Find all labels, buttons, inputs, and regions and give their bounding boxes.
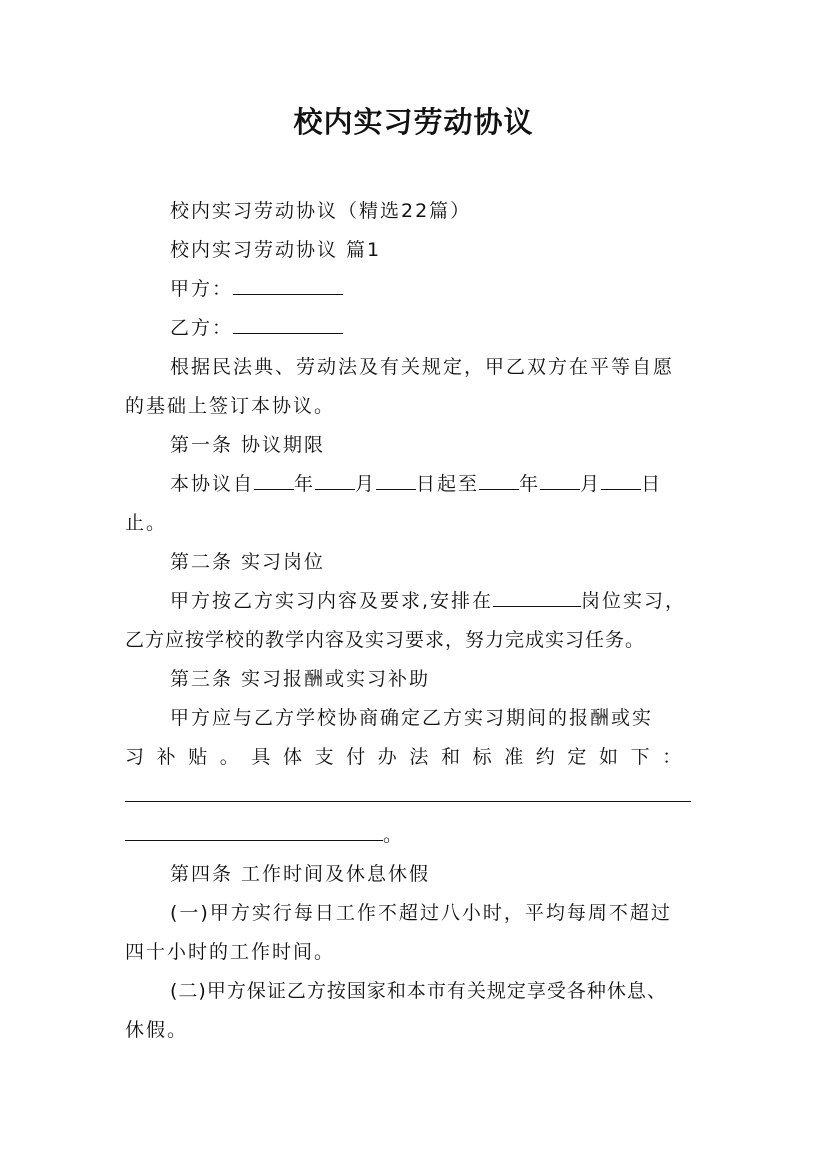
section-heading: 校内实习劳动协议 篇1 xyxy=(170,239,382,261)
intro-paragraph-line2: 的基础上签订本协议。 xyxy=(125,395,336,417)
article4-item1-line1: (一)甲方实行每日工作不超过八小时，平均每周不超过 xyxy=(170,902,672,924)
day-blank-end xyxy=(601,471,641,490)
document-subtitle: 校内实习劳动协议（精选22篇） xyxy=(170,200,472,222)
article1-date-line xyxy=(170,470,725,498)
payment-terms-blank-2 xyxy=(125,822,383,841)
month-label-end: 月 xyxy=(580,473,602,495)
party-a-label: 甲方： xyxy=(170,278,234,300)
article3-blank-line1 xyxy=(125,782,725,810)
party-b-line xyxy=(170,314,725,342)
party-b-blank xyxy=(233,315,343,334)
article2-line2: 乙方应按学校的教学内容及实习要求，努力完成实习任务。 xyxy=(125,629,646,651)
article4-heading: 第四条 工作时间及休息休假 xyxy=(170,863,431,885)
year-label-start: 年 xyxy=(294,473,316,495)
year-label-end: 年 xyxy=(519,473,541,495)
article2-heading: 第二条 实习岗位 xyxy=(170,551,326,573)
post-blank xyxy=(493,588,581,607)
article2-line1 xyxy=(170,587,725,615)
day-label-start: 日起至 xyxy=(416,473,480,495)
article1-text-from: 本协议自 xyxy=(170,473,255,495)
month-blank-start xyxy=(315,471,355,490)
article1-end: 止。 xyxy=(125,512,168,534)
article1-heading: 第一条 协议期限 xyxy=(170,434,326,456)
article2-text-b: 岗位实习， xyxy=(581,590,687,612)
intro-paragraph-line1: 根据民法典、劳动法及有关规定，甲乙双方在平等自愿 xyxy=(170,356,675,378)
article3-line1: 甲方应与乙方学校协商确定乙方实习期间的报酬或实 xyxy=(170,707,654,729)
article3-period: 。 xyxy=(383,824,405,846)
document-title: 校内实习劳动协议 xyxy=(293,105,534,139)
article2-text-a: 甲方按乙方实习内容及要求,安排在 xyxy=(170,590,494,612)
article3-heading: 第三条 实习报酬或实习补助 xyxy=(170,668,431,690)
article3-blank-line2 xyxy=(125,821,725,849)
party-a-blank xyxy=(233,276,343,295)
day-label-end: 日 xyxy=(641,473,663,495)
article3-line2: 习补贴。具体支付办法和标准约定如下： xyxy=(125,746,694,768)
month-blank-end xyxy=(540,471,580,490)
day-blank-start xyxy=(376,471,416,490)
month-label-start: 月 xyxy=(355,473,377,495)
party-a-line xyxy=(170,275,725,303)
year-blank-end xyxy=(479,471,519,490)
party-b-label: 乙方： xyxy=(170,317,234,339)
article4-item2-line2: 休假。 xyxy=(125,1019,189,1041)
year-blank-start xyxy=(254,471,294,490)
article4-item1-line2: 四十小时的工作时间。 xyxy=(125,941,336,963)
article4-item2-line1: (二)甲方保证乙方按国家和本市有关规定享受各种休息、 xyxy=(170,980,667,1002)
payment-terms-blank-1 xyxy=(125,783,691,802)
